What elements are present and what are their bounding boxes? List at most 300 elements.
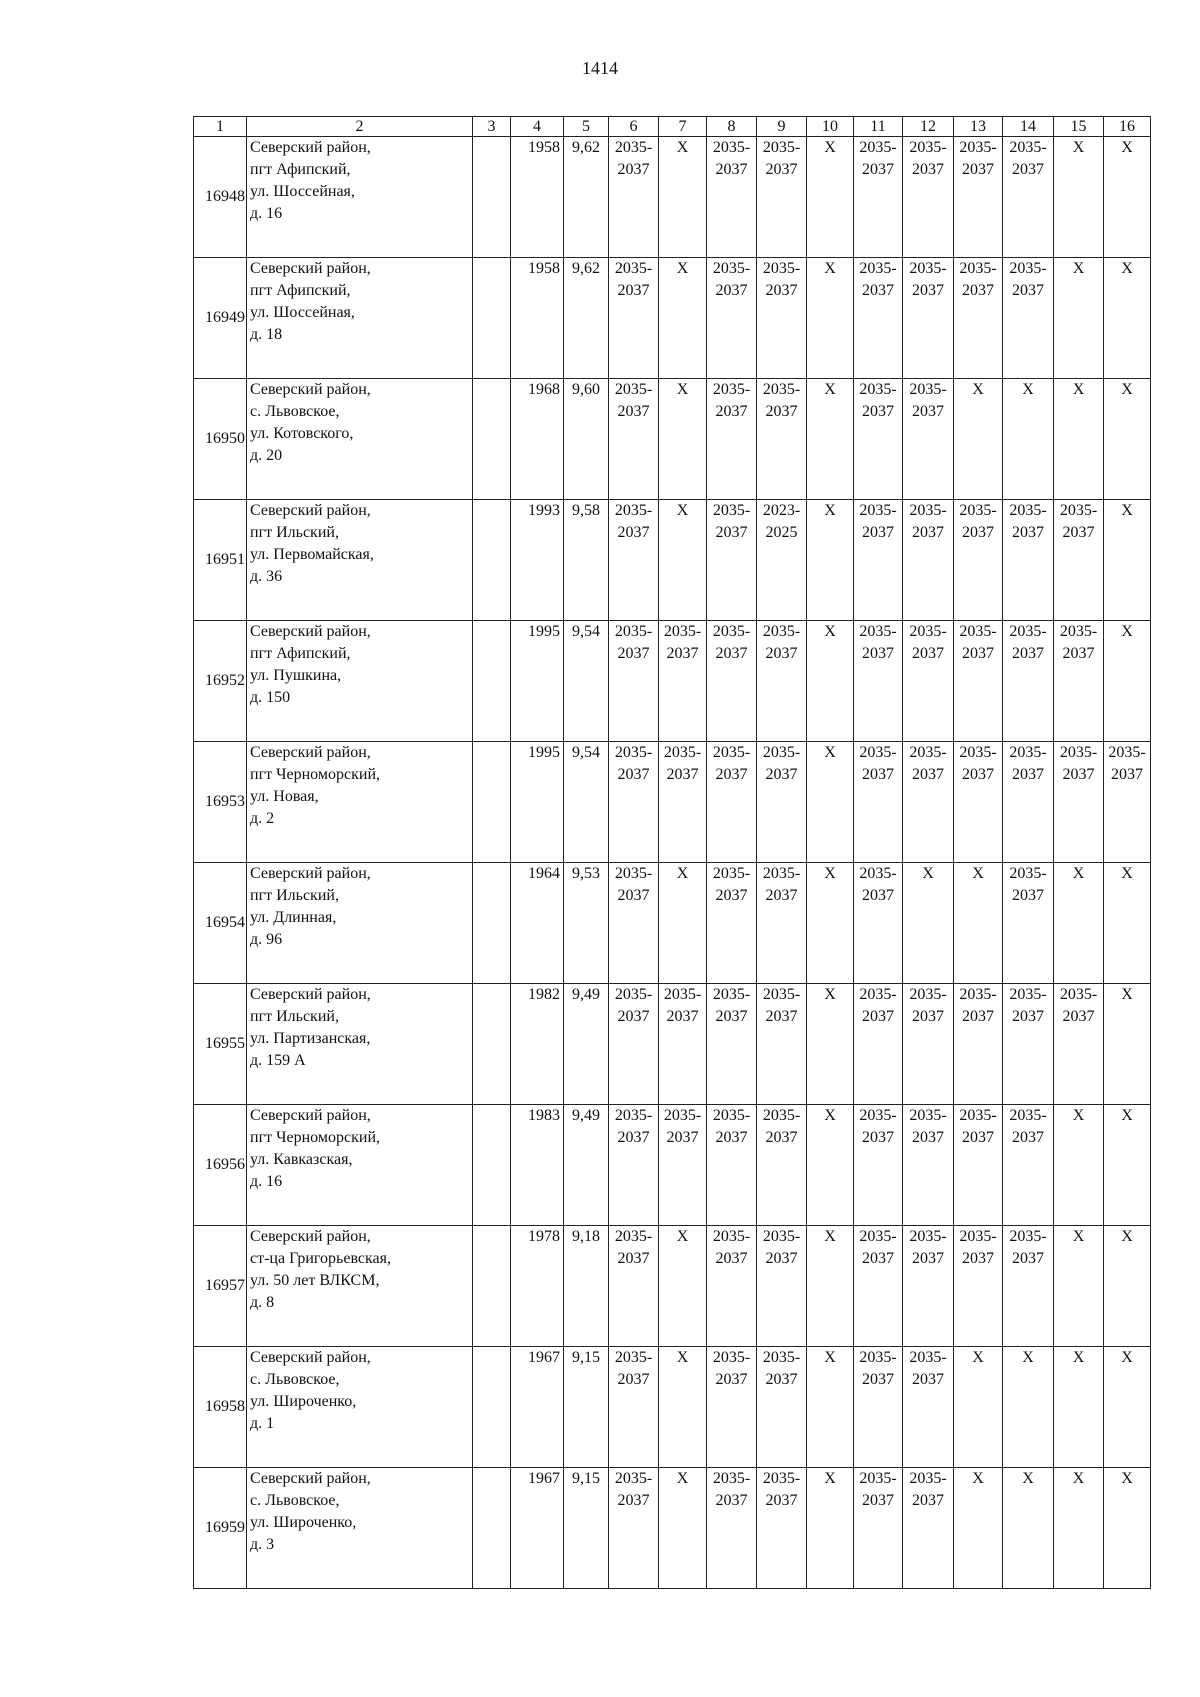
period-cell-col-8 [707, 137, 757, 258]
period-end: 2037 [617, 1250, 650, 1267]
period-start: 2035- [859, 744, 897, 761]
period-start: 2035- [909, 139, 947, 156]
period-end: 2037 [765, 1250, 798, 1267]
table-row [194, 500, 1151, 621]
period-cell-col-11 [854, 1105, 903, 1226]
period-cell-col-12: X [903, 863, 954, 984]
address-line: ул. Широченко, [250, 1393, 357, 1410]
period-end: 2037 [912, 1129, 944, 1146]
period-cell-col-15: X [1054, 1105, 1104, 1226]
period-end: 2037 [962, 524, 994, 541]
period-start: 2035- [712, 1349, 751, 1366]
rate-cell: 9,15 [564, 1347, 609, 1468]
period-start: 2035- [959, 744, 997, 761]
table-row [194, 379, 1151, 500]
period-cell-col-15: X [1054, 1468, 1104, 1589]
period-start: 2035- [712, 139, 751, 156]
period-end: 2037 [862, 887, 894, 904]
table-row [194, 137, 1151, 258]
column-3-cell [473, 621, 511, 742]
period-cell-col-8 [707, 1347, 757, 1468]
period-start: 2035- [909, 381, 947, 398]
period-cell-col-16: X [1104, 1468, 1151, 1589]
period-start: 2035- [909, 1470, 947, 1487]
address-line: ул. Широченко, [250, 1514, 357, 1531]
period-cell-col-10: X [807, 137, 854, 258]
period-end: 2037 [715, 403, 748, 420]
period-end: 2037 [912, 1250, 944, 1267]
column-3-cell [473, 258, 511, 379]
address-line: д. 3 [250, 1536, 275, 1553]
period-cell-col-13 [954, 742, 1003, 863]
address-line: Северский район, [250, 1349, 371, 1366]
period-cell-col-10: X [807, 742, 854, 863]
address-line: Северский район, [250, 865, 371, 882]
address-line: д. 2 [250, 810, 275, 827]
period-cell-col-13: X [954, 1468, 1003, 1589]
address-line: пгт Ильский, [250, 524, 339, 541]
column-header-4: 4 [511, 117, 564, 137]
column-header-7: 7 [659, 117, 707, 137]
period-end: 2037 [1062, 645, 1095, 662]
address-line: с. Львовское, [250, 1492, 340, 1509]
address-line: пгт Ильский, [250, 1008, 339, 1025]
period-cell-col-16: X [1104, 258, 1151, 379]
address-line: ст-ца Григорьевская, [250, 1250, 392, 1267]
period-start: 2035- [614, 744, 653, 761]
period-cell-col-6 [609, 984, 659, 1105]
period-cell-col-10: X [807, 621, 854, 742]
period-start: 2035- [859, 502, 897, 519]
period-cell-col-7: X [659, 1226, 707, 1347]
period-start: 2035- [712, 744, 751, 761]
address-line: ул. Котовского, [250, 425, 354, 442]
period-start: 2023- [762, 502, 801, 519]
period-start: 2035- [959, 986, 997, 1003]
period-start: 2035- [712, 623, 751, 640]
period-end: 2037 [912, 524, 944, 541]
period-start: 2035- [1009, 139, 1047, 156]
period-end: 2037 [715, 1492, 748, 1509]
period-cell-col-9 [757, 500, 807, 621]
period-end: 2037 [962, 1250, 994, 1267]
period-end: 2037 [715, 1129, 748, 1146]
address-line: пгт Афипский, [250, 161, 351, 178]
row-number: 16956 [194, 1105, 247, 1226]
period-start: 2035- [614, 623, 653, 640]
year-cell: 1982 [511, 984, 564, 1105]
row-number: 16951 [194, 500, 247, 621]
period-start: 2035- [1059, 744, 1098, 761]
address-line: д. 36 [250, 568, 283, 585]
period-start: 2035- [859, 1107, 897, 1124]
column-3-cell [473, 863, 511, 984]
period-cell-col-14: X [1003, 1347, 1054, 1468]
period-cell-col-11 [854, 863, 903, 984]
period-end: 2037 [765, 1008, 798, 1025]
rate-cell: 9,54 [564, 621, 609, 742]
period-start: 2035- [712, 381, 751, 398]
period-start: 2035- [614, 260, 653, 277]
period-end: 2037 [912, 282, 944, 299]
table-row [194, 258, 1151, 379]
rate-cell: 9,49 [564, 984, 609, 1105]
period-cell-col-14 [1003, 742, 1054, 863]
address-line: д. 18 [250, 326, 283, 343]
period-cell-col-7: X [659, 863, 707, 984]
period-cell-col-8 [707, 984, 757, 1105]
period-start: 2035- [663, 744, 702, 761]
period-cell-col-15: X [1054, 1226, 1104, 1347]
address-line: ул. Шоссейная, [250, 183, 355, 200]
period-start: 2035- [614, 1470, 653, 1487]
period-cell-col-9 [757, 742, 807, 863]
address-cell [247, 1468, 473, 1589]
row-number: 16950 [194, 379, 247, 500]
period-cell-col-8 [707, 379, 757, 500]
period-cell-col-8 [707, 500, 757, 621]
period-start: 2035- [1009, 1228, 1047, 1245]
address-line: пгт Черноморский, [250, 766, 380, 783]
period-start: 2035- [712, 986, 751, 1003]
period-end: 2037 [617, 1371, 650, 1388]
period-start: 2035- [1009, 986, 1047, 1003]
address-line: ул. Длинная, [250, 909, 337, 926]
year-cell: 1958 [511, 137, 564, 258]
column-header-10: 10 [807, 117, 854, 137]
period-start: 2035- [712, 1228, 751, 1245]
period-start: 2035- [762, 986, 801, 1003]
period-end: 2037 [1111, 766, 1143, 783]
period-end: 2037 [666, 645, 699, 662]
address-line: Северский район, [250, 1470, 371, 1487]
column-header-9: 9 [757, 117, 807, 137]
column-header-15: 15 [1054, 117, 1104, 137]
period-cell-col-7: X [659, 1468, 707, 1589]
column-header-6: 6 [609, 117, 659, 137]
address-line: ул. Новая, [250, 788, 319, 805]
row-number: 16955 [194, 984, 247, 1105]
period-end: 2037 [617, 1492, 650, 1509]
address-cell [247, 137, 473, 258]
column-3-cell [473, 1468, 511, 1589]
period-end: 2037 [715, 645, 748, 662]
address-line: д. 16 [250, 205, 283, 222]
period-cell-col-9 [757, 379, 807, 500]
period-cell-col-13 [954, 500, 1003, 621]
column-header-2: 2 [247, 117, 473, 137]
period-start: 2035- [1108, 744, 1146, 761]
period-start: 2035- [1059, 986, 1098, 1003]
row-number: 16954 [194, 863, 247, 984]
period-end: 2037 [962, 1129, 994, 1146]
period-end: 2037 [962, 766, 994, 783]
period-end: 2037 [666, 1129, 699, 1146]
period-start: 2035- [1009, 260, 1047, 277]
period-start: 2035- [1059, 502, 1098, 519]
period-start: 2035- [1009, 744, 1047, 761]
period-end: 2037 [765, 1492, 798, 1509]
period-end: 2037 [862, 1492, 894, 1509]
period-cell-col-6 [609, 500, 659, 621]
period-end: 2037 [617, 403, 650, 420]
period-cell-col-9 [757, 863, 807, 984]
period-cell-col-12 [903, 1347, 954, 1468]
period-start: 2035- [762, 260, 801, 277]
period-start: 2035- [614, 381, 653, 398]
period-end: 2037 [862, 1008, 894, 1025]
period-cell-col-15 [1054, 984, 1104, 1105]
period-end: 2037 [862, 161, 894, 178]
period-end: 2037 [1012, 1250, 1044, 1267]
period-cell-col-6 [609, 379, 659, 500]
period-end: 2037 [912, 1492, 944, 1509]
period-start: 2035- [762, 1228, 801, 1245]
row-number: 16957 [194, 1226, 247, 1347]
period-cell-col-8 [707, 863, 757, 984]
rate-cell: 9,58 [564, 500, 609, 621]
address-cell [247, 1226, 473, 1347]
column-header-3: 3 [473, 117, 511, 137]
period-cell-col-6 [609, 621, 659, 742]
column-header-5: 5 [564, 117, 609, 137]
period-start: 2035- [614, 139, 653, 156]
year-cell: 1967 [511, 1468, 564, 1589]
period-start: 2035- [959, 1107, 997, 1124]
period-end: 2037 [1012, 645, 1044, 662]
address-line: д. 1 [250, 1415, 275, 1432]
address-line: пгт Ильский, [250, 887, 339, 904]
period-start: 2035- [1009, 502, 1047, 519]
period-end: 2037 [862, 1129, 894, 1146]
period-cell-col-8 [707, 621, 757, 742]
period-start: 2035- [1009, 865, 1047, 882]
period-start: 2035- [614, 1349, 653, 1366]
period-cell-col-6 [609, 742, 659, 863]
period-end: 2037 [617, 161, 650, 178]
period-end: 2037 [765, 645, 798, 662]
period-end: 2037 [765, 766, 798, 783]
period-end: 2037 [715, 766, 748, 783]
period-start: 2035- [712, 1107, 751, 1124]
period-cell-col-14: X [1003, 1468, 1054, 1589]
period-start: 2035- [859, 1470, 897, 1487]
period-cell-col-8 [707, 742, 757, 863]
period-cell-col-10: X [807, 1226, 854, 1347]
period-start: 2035- [909, 1228, 947, 1245]
period-end: 2025 [765, 524, 798, 541]
rate-cell: 9,60 [564, 379, 609, 500]
column-header-1: 1 [194, 117, 247, 137]
address-line: Северский район, [250, 381, 371, 398]
address-cell [247, 742, 473, 863]
period-cell-col-15 [1054, 621, 1104, 742]
column-3-cell [473, 1105, 511, 1226]
row-number: 16952 [194, 621, 247, 742]
period-start: 2035- [1009, 623, 1047, 640]
period-end: 2037 [962, 1008, 994, 1025]
period-cell-col-9 [757, 621, 807, 742]
row-number: 16948 [194, 137, 247, 258]
address-line: д. 20 [250, 447, 283, 464]
period-start: 2035- [909, 260, 947, 277]
period-end: 2037 [1012, 161, 1044, 178]
period-end: 2037 [1012, 887, 1044, 904]
address-line: пгт Черноморский, [250, 1129, 380, 1146]
period-start: 2035- [614, 1107, 653, 1124]
period-cell-col-14 [1003, 984, 1054, 1105]
address-cell [247, 258, 473, 379]
period-end: 2037 [862, 524, 894, 541]
address-cell [247, 863, 473, 984]
period-end: 2037 [765, 403, 798, 420]
period-cell-col-15 [1054, 742, 1104, 863]
period-start: 2035- [909, 623, 947, 640]
year-cell: 1967 [511, 1347, 564, 1468]
period-cell-col-16: X [1104, 863, 1151, 984]
period-cell-col-16: X [1104, 1347, 1151, 1468]
address-line: ул. Шоссейная, [250, 304, 355, 321]
period-end: 2037 [715, 524, 748, 541]
year-cell: 1964 [511, 863, 564, 984]
period-start: 2035- [959, 623, 997, 640]
period-cell-col-7: X [659, 1347, 707, 1468]
period-end: 2037 [1062, 524, 1095, 541]
period-cell-col-15: X [1054, 1347, 1104, 1468]
period-end: 2037 [666, 1008, 699, 1025]
address-line: д. 150 [250, 689, 291, 706]
period-cell-col-14: X [1003, 379, 1054, 500]
period-cell-col-8 [707, 1105, 757, 1226]
period-cell-col-12 [903, 137, 954, 258]
period-cell-col-12 [903, 1105, 954, 1226]
period-cell-col-12 [903, 984, 954, 1105]
period-cell-col-11 [854, 742, 903, 863]
period-end: 2037 [862, 1371, 894, 1388]
period-cell-col-7 [659, 1105, 707, 1226]
period-cell-col-14 [1003, 1226, 1054, 1347]
period-start: 2035- [712, 502, 751, 519]
period-start: 2035- [859, 1228, 897, 1245]
period-cell-col-12 [903, 621, 954, 742]
period-cell-col-13 [954, 621, 1003, 742]
address-line: с. Львовское, [250, 1371, 340, 1388]
period-start: 2035- [762, 623, 801, 640]
period-end: 2037 [1012, 1129, 1044, 1146]
period-cell-col-6 [609, 1347, 659, 1468]
period-end: 2037 [912, 1371, 944, 1388]
period-end: 2037 [962, 282, 994, 299]
rate-cell: 9,62 [564, 137, 609, 258]
address-line: Северский район, [250, 1107, 371, 1124]
period-end: 2037 [912, 403, 944, 420]
column-3-cell [473, 500, 511, 621]
period-cell-col-15: X [1054, 258, 1104, 379]
period-start: 2035- [859, 623, 897, 640]
period-end: 2037 [912, 1008, 944, 1025]
period-cell-col-16 [1104, 742, 1151, 863]
period-cell-col-6 [609, 1105, 659, 1226]
period-end: 2037 [617, 282, 650, 299]
address-line: Северский район, [250, 502, 371, 519]
period-cell-col-11 [854, 137, 903, 258]
period-cell-col-14 [1003, 258, 1054, 379]
period-cell-col-11 [854, 1468, 903, 1589]
period-start: 2035- [859, 865, 897, 882]
period-end: 2037 [1012, 1008, 1044, 1025]
address-cell [247, 984, 473, 1105]
address-line: ул. Кавказская, [250, 1151, 353, 1168]
period-cell-col-6 [609, 137, 659, 258]
table-header-row [194, 117, 1151, 137]
period-start: 2035- [762, 1470, 801, 1487]
period-start: 2035- [614, 865, 653, 882]
period-cell-col-14 [1003, 1105, 1054, 1226]
year-cell: 1978 [511, 1226, 564, 1347]
period-start: 2035- [959, 1228, 997, 1245]
period-start: 2035- [712, 1470, 751, 1487]
period-cell-col-9 [757, 984, 807, 1105]
period-cell-col-14 [1003, 137, 1054, 258]
period-start: 2035- [663, 986, 702, 1003]
row-number: 16959 [194, 1468, 247, 1589]
address-line: Северский район, [250, 986, 371, 1003]
period-start: 2035- [859, 986, 897, 1003]
period-end: 2037 [617, 1008, 650, 1025]
column-3-cell [473, 1226, 511, 1347]
period-end: 2037 [666, 766, 699, 783]
table-row [194, 1468, 1151, 1589]
address-line: д. 16 [250, 1173, 283, 1190]
period-cell-col-16: X [1104, 1226, 1151, 1347]
register-body [194, 117, 1151, 1589]
address-line: д. 159 А [250, 1052, 306, 1069]
period-end: 2037 [862, 282, 894, 299]
period-cell-col-13 [954, 1226, 1003, 1347]
period-cell-col-13 [954, 984, 1003, 1105]
column-header-13: 13 [954, 117, 1003, 137]
year-cell: 1983 [511, 1105, 564, 1226]
period-end: 2037 [1012, 766, 1044, 783]
period-cell-col-11 [854, 500, 903, 621]
page-number: 1414 [582, 58, 618, 78]
period-end: 2037 [862, 766, 894, 783]
year-cell: 1958 [511, 258, 564, 379]
period-cell-col-13: X [954, 863, 1003, 984]
period-end: 2037 [617, 524, 650, 541]
period-cell-col-15 [1054, 500, 1104, 621]
rate-cell: 9,62 [564, 258, 609, 379]
period-cell-col-11 [854, 621, 903, 742]
period-cell-col-11 [854, 984, 903, 1105]
period-start: 2035- [859, 381, 897, 398]
period-cell-col-8 [707, 258, 757, 379]
row-number: 16958 [194, 1347, 247, 1468]
column-header-8: 8 [707, 117, 757, 137]
period-end: 2037 [765, 887, 798, 904]
period-end: 2037 [765, 282, 798, 299]
period-cell-col-10: X [807, 500, 854, 621]
period-cell-col-9 [757, 137, 807, 258]
period-start: 2035- [1059, 623, 1098, 640]
period-start: 2035- [909, 1349, 947, 1366]
period-cell-col-10: X [807, 863, 854, 984]
period-cell-col-14 [1003, 621, 1054, 742]
column-3-cell [473, 379, 511, 500]
period-end: 2037 [617, 766, 650, 783]
period-start: 2035- [959, 260, 997, 277]
table-row [194, 1226, 1151, 1347]
